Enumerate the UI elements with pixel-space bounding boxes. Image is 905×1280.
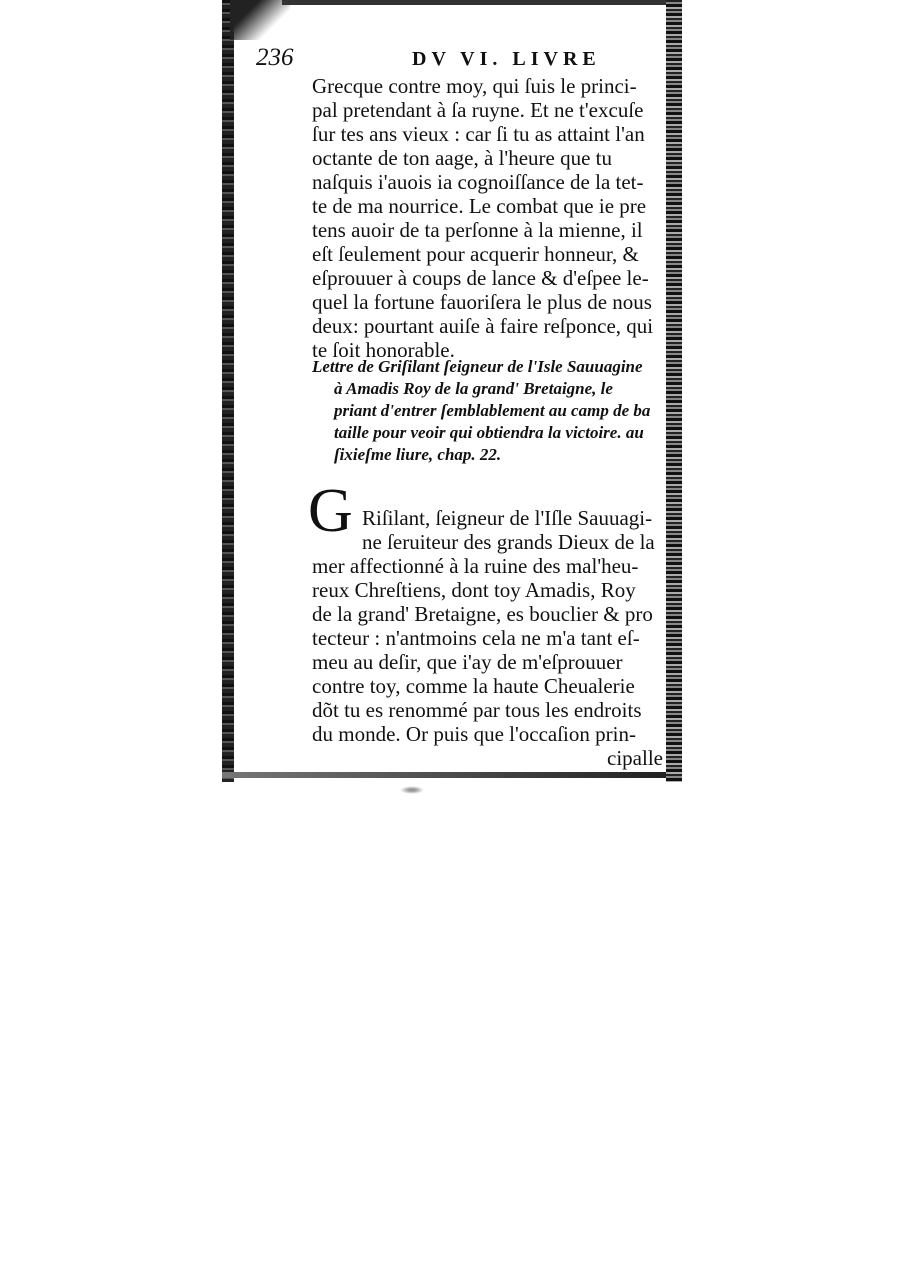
- text-line: meu au deſir, que i'ay de m'eſprouuer: [312, 650, 623, 674]
- text-line: ne ſeruiteur des grands Dieux de la: [362, 530, 655, 554]
- text-line: eſprouuer à coups de lance & d'eſpee le-: [312, 266, 649, 290]
- page-number: 236: [256, 44, 294, 71]
- text-line: reux Chreſtiens, dont toy Amadis, Roy: [312, 578, 636, 602]
- heading-line: ſixieſme liure, chap. 22.: [334, 445, 502, 464]
- scan-speck: [400, 786, 424, 794]
- text-line: eſt ſeulement pour acquerir honneur, &: [312, 242, 639, 266]
- text-line: contre toy, comme la haute Cheualerie: [312, 674, 635, 698]
- text-line: tecteur : n'antmoins cela ne m'a tant eſ-: [312, 626, 640, 650]
- text-line: quel la fortune fauoriſera le plus de nous: [312, 290, 652, 314]
- text-line: te ſoit honorable.: [312, 338, 455, 362]
- text-line: de la grand' Bretaigne, es bouclier & pro: [312, 602, 653, 626]
- text-line: octante de ton aage, à l'heure que tu: [312, 146, 612, 170]
- text-line: pal pretendant à ſa ruyne. Et ne t'excuſe: [312, 98, 644, 122]
- running-title: DV VI. LIVRE: [412, 48, 601, 70]
- paragraph-top: [312, 74, 677, 362]
- text-line: ſur tes ans vieux : car ſi tu as attaint l'an: [312, 122, 645, 146]
- heading-line: priant d'entrer ſemblablement au camp de ba: [334, 401, 651, 420]
- drop-cap-letter: G: [308, 477, 353, 545]
- scanned-page: [222, 0, 682, 782]
- text-line: du monde. Or puis que l'occaſion prin-: [312, 722, 636, 746]
- text-line: deux: pourtant auiſe à faire reſponce, qui: [312, 314, 654, 338]
- text-line: Riſilant, ſeigneur de l'Iſle Sauuagi-: [362, 506, 653, 530]
- text-line: Grecque contre moy, qui ſuis le princi-: [312, 74, 637, 98]
- page-corner-shadow: [230, 0, 290, 40]
- catchword: cipalle: [607, 746, 663, 770]
- text-line: te de ma nourrice. Le combat que ie pre: [312, 194, 647, 218]
- text-line: mer affectionné à la ruine des mal'heu-: [312, 554, 639, 578]
- text-line: dõt tu es renommé par tous les endroits: [312, 698, 642, 722]
- page-edge-left: [222, 0, 234, 782]
- heading-line: Lettre de Griſilant ſeigneur de l'Isle Sauuagine: [312, 357, 643, 376]
- page-edge-top: [282, 0, 672, 5]
- text-line: naſquis i'auois ia cognoiſſance de la tet-: [312, 170, 644, 194]
- letter-body: [312, 506, 677, 770]
- heading-line: taille pour veoir qui obtiendra la victoire. au: [334, 423, 644, 442]
- text-line: tens auoir de ta perſonne à la mienne, il: [312, 218, 643, 242]
- running-head: [252, 44, 662, 76]
- heading-line: à Amadis Roy de la grand' Bretaigne, le: [334, 379, 613, 398]
- letter-heading: [312, 356, 672, 466]
- page-edge-bottom: [222, 772, 666, 778]
